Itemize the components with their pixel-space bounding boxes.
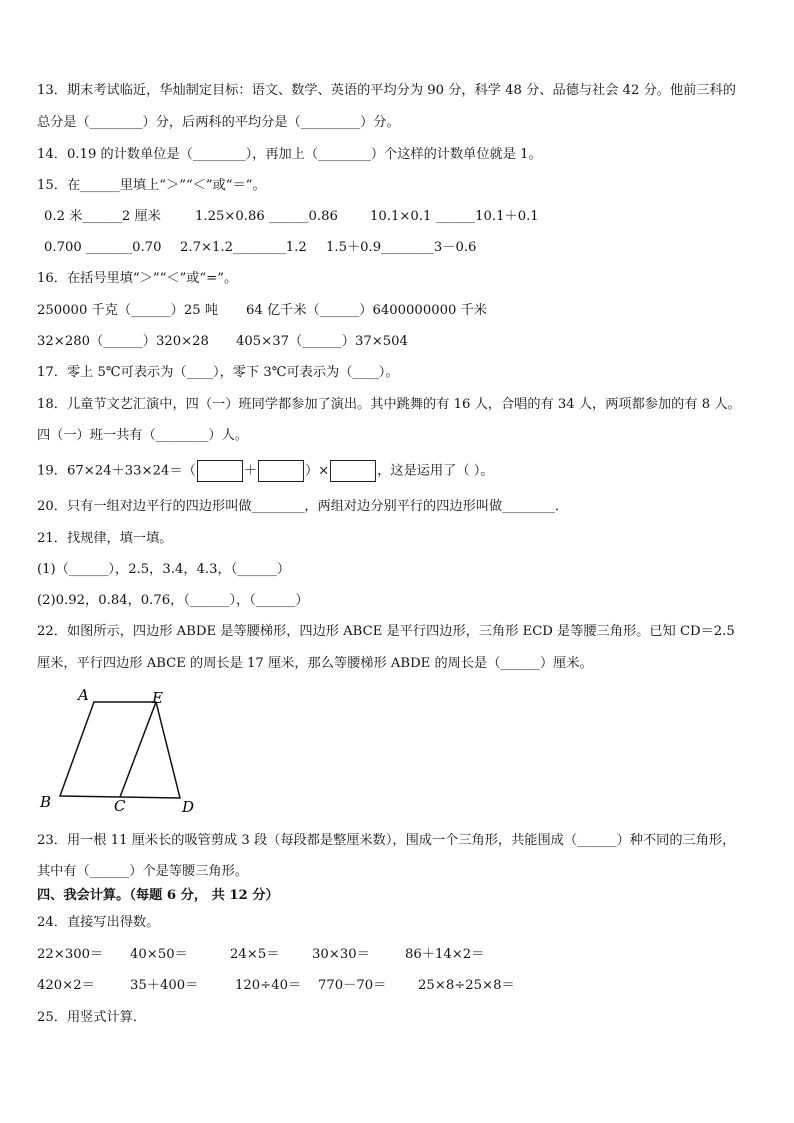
q21-line2: (2)0.92，0.84，0.76，（______），（______） (37, 593, 309, 608)
label-a: A (78, 686, 89, 704)
calc-item: 40×50＝ (130, 947, 188, 962)
calc-item: 86＋14×2＝ (405, 947, 485, 962)
q19-plus: ＋ (243, 463, 257, 479)
q22-line1: 22．如图所示，四边形 ABDE 是等腰梯形，四边形 ABCE 是平行四边形，三角形 ECD 是等腰三角形。已知 CD＝2.5 (37, 624, 735, 639)
q19-suffix: ，这是运用了（ ）。 (377, 463, 494, 479)
q15-item: 10.1×0.1 ______10.1＋0.1 (370, 209, 539, 224)
calc-item: 35＋400＝ (130, 978, 199, 993)
q22-line2: 厘米，平行四边形 ABCE 的周长是 17 厘米，那么等腰梯形 ABDE 的周长是（______）厘米。 (37, 656, 593, 671)
q25-text: 25．用竖式计算． (37, 1010, 147, 1025)
q15-title: 15．在______里填上“＞”“＜”或“＝”。 (37, 178, 266, 193)
q16-item: 250000 千克（______）25 吨 (37, 303, 219, 318)
answer-box[interactable] (258, 460, 304, 482)
calc-item: 770－70＝ (318, 978, 387, 993)
q15-item: 0.700 _______0.70 (44, 240, 162, 255)
answer-box[interactable] (330, 460, 376, 482)
calc-item: 24×5＝ (230, 947, 280, 962)
q16-title: 16．在括号里填“＞”“＜”或“=”。 (37, 271, 238, 286)
q15-item: 0.2 米______2 厘米 (44, 209, 161, 224)
label-b: B (40, 793, 52, 811)
q24-title: 24．直接写出得数。 (37, 915, 160, 930)
q19-prefix: 19．67×24＋33×24＝（ (37, 463, 196, 479)
trapezoid-outline (60, 702, 180, 798)
q21-line1: (1)（______），2.5，3.4，4.3，（______） (37, 562, 291, 577)
q14-text: 14．0.19 的计数单位是（________），再加上（________）个这样的计数单位就是 1。 (37, 147, 542, 162)
q13-line1: 13．期末考试临近，华灿制定目标：语文、数学、英语的平均分为 90 分，科学 48 分、品德与社会 42 分。他前三科的 (37, 83, 736, 98)
segment-ec (120, 702, 156, 797)
calc-item: 420×2＝ (37, 978, 95, 993)
calc-item: 25×8÷25×8＝ (418, 978, 515, 993)
q23-line1: 23．用一根 11 厘米长的吸管剪成 3 段（每段都是整厘米数），围成一个三角形，共能围成（______）种不同的三角形， (37, 833, 736, 848)
q15-item: 2.7×1.2________1.2 (180, 240, 307, 255)
calc-item: 30×30＝ (312, 947, 370, 962)
label-d: D (182, 798, 195, 816)
q16-item: 64 亿千米（______）6400000000 千米 (246, 303, 487, 318)
q18-line2: 四（一）班一共有（________）人。 (37, 428, 248, 443)
calc-item: 22×300＝ (37, 947, 104, 962)
q19-close: ）× (304, 463, 330, 479)
calc-item: 120÷40＝ (235, 978, 302, 993)
q21-title: 21．找规律，填一填。 (37, 531, 173, 546)
answer-box[interactable] (197, 460, 243, 482)
label-e: E (152, 689, 163, 707)
q13-line2: 总分是（________）分，后两科的平均分是（_________）分。 (37, 115, 400, 130)
q15-item: 1.5＋0.9________3－0.6 (326, 240, 477, 255)
q15-item: 1.25×0.86 ______0.86 (195, 209, 338, 224)
q20-text: 20．只有一组对边平行的四边形叫做________，两组对边分别平行的四边形叫做________． (37, 499, 569, 514)
section-heading: 四、我会计算。（每题 6 分， 共 12 分） (37, 888, 279, 903)
q18-line1: 18．儿童节文艺汇演中，四（一）班同学都参加了演出。其中跳舞的有 16 人，合唱的有 34 人，两项都参加的有 8 人。 (37, 397, 741, 412)
q16-item: 32×280（______）320×28 (37, 334, 209, 349)
q16-item: 405×37（______）37×504 (236, 334, 408, 349)
q23-line2: 其中有（______）个是等腰三角形。 (37, 864, 248, 879)
q17-text: 17．零上 5℃可表示为（____），零下 3℃可表示为（____）。 (37, 365, 399, 380)
label-c: C (114, 797, 126, 815)
trapezoid-figure (30, 680, 220, 820)
q19-text (37, 460, 493, 482)
